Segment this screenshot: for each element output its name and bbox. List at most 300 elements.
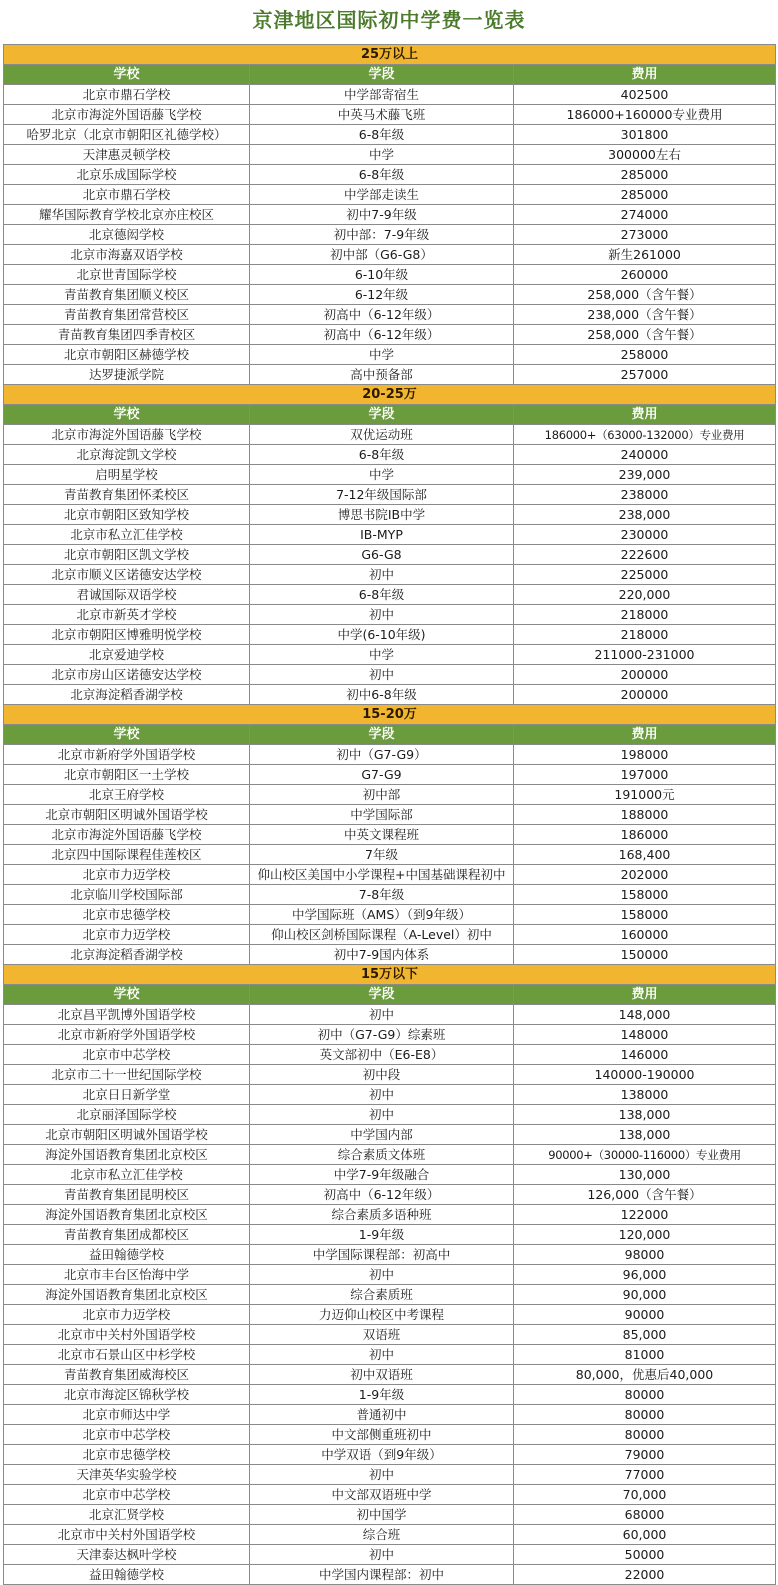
cell-stage: 综合素质班 [250, 1285, 514, 1305]
table-row [4, 1285, 776, 1305]
table-row [4, 925, 776, 945]
cell-fee: 130,000 [514, 1165, 776, 1185]
cell-school: 北京市师达中学 [4, 1405, 250, 1425]
column-header-stage: 学段 [250, 405, 514, 425]
table-row [4, 1545, 776, 1565]
table-row [4, 905, 776, 925]
cell-school: 启明星学校 [4, 465, 250, 485]
cell-fee: 80000 [514, 1405, 776, 1425]
cell-fee: 90000 [514, 1305, 776, 1325]
table-row [4, 1385, 776, 1405]
cell-school: 北京市朝阳区凯文学校 [4, 545, 250, 565]
cell-school: 北京市中芯学校 [4, 1485, 250, 1505]
cell-stage: 博思书院IB中学 [250, 505, 514, 525]
column-header-school: 学校 [4, 985, 250, 1005]
column-header-fee: 费用 [514, 65, 776, 85]
table-row [4, 545, 776, 565]
cell-stage: 中学 [250, 345, 514, 365]
table-row [4, 85, 776, 105]
table-row [4, 765, 776, 785]
cell-stage: 中学部寄宿生 [250, 85, 514, 105]
cell-fee: 138000 [514, 1085, 776, 1105]
cell-fee: 79000 [514, 1445, 776, 1465]
table-row [4, 425, 776, 445]
cell-stage: G7-G9 [250, 765, 514, 785]
cell-school: 北京市力迈学校 [4, 1305, 250, 1325]
cell-stage: 初中 [250, 1545, 514, 1565]
cell-stage: 初高中（6-12年级） [250, 305, 514, 325]
cell-school: 北京临川学校国际部 [4, 885, 250, 905]
cell-school: 北京市朝阳区致知学校 [4, 505, 250, 525]
cell-stage: 初中 [250, 605, 514, 625]
cell-school: 达罗捷派学院 [4, 365, 250, 385]
cell-stage: 中文部双语班中学 [250, 1485, 514, 1505]
cell-stage: 中学双语（到9年级） [250, 1445, 514, 1465]
cell-fee: 186000+（63000-132000）专业费用 [514, 425, 776, 445]
table-row [4, 505, 776, 525]
section-label: 15-20万 [4, 705, 776, 725]
cell-stage: 中学部走读生 [250, 185, 514, 205]
column-header-stage: 学段 [250, 65, 514, 85]
cell-stage: 双语班 [250, 1325, 514, 1345]
cell-stage: 中学国际部 [250, 805, 514, 825]
cell-school: 北京市新府学外国语学校 [4, 1025, 250, 1045]
cell-fee: 68000 [514, 1505, 776, 1525]
cell-school: 北京海淀稻香湖学校 [4, 945, 250, 965]
table-row [4, 125, 776, 145]
cell-stage: G6-G8 [250, 545, 514, 565]
cell-school: 北京市朝阳区博雅明悦学校 [4, 625, 250, 645]
cell-fee: 258,000（含午餐） [514, 325, 776, 345]
cell-school: 北京市二十一世纪国际学校 [4, 1065, 250, 1085]
cell-stage: 中学国内部 [250, 1125, 514, 1145]
cell-school: 青苗教育集团怀柔校区 [4, 485, 250, 505]
cell-stage: IB-MYP [250, 525, 514, 545]
cell-school: 北京市力迈学校 [4, 865, 250, 885]
table-row [4, 1265, 776, 1285]
cell-school: 天津泰达枫叶学校 [4, 1545, 250, 1565]
column-header-school: 学校 [4, 405, 250, 425]
cell-school: 北京世青国际学校 [4, 265, 250, 285]
cell-stage: 7-8年级 [250, 885, 514, 905]
table-row [4, 1565, 776, 1585]
cell-school: 北京爱迪学校 [4, 645, 250, 665]
cell-fee: 80000 [514, 1425, 776, 1445]
table-row [4, 1145, 776, 1165]
cell-stage: 初中国学 [250, 1505, 514, 1525]
cell-fee: 158000 [514, 885, 776, 905]
table-row [4, 1165, 776, 1185]
table-row [4, 325, 776, 345]
page-title: 京津地区国际初中学费一览表 [252, 8, 526, 32]
cell-school: 北京汇贤学校 [4, 1505, 250, 1525]
column-header-row [4, 405, 776, 425]
cell-school: 青苗教育集团顺义校区 [4, 285, 250, 305]
cell-fee: 90,000 [514, 1285, 776, 1305]
cell-school: 青苗教育集团常营校区 [4, 305, 250, 325]
table-row [4, 1005, 776, 1025]
table-row [4, 485, 776, 505]
cell-stage: 7-12年级国际部 [250, 485, 514, 505]
table-row [4, 1325, 776, 1345]
table-row [4, 265, 776, 285]
column-header-row [4, 725, 776, 745]
cell-fee: 274000 [514, 205, 776, 225]
cell-school: 北京市海嘉双语学校 [4, 245, 250, 265]
cell-fee: 240000 [514, 445, 776, 465]
table-row [4, 105, 776, 125]
cell-fee: 200000 [514, 665, 776, 685]
cell-stage: 双优运动班 [250, 425, 514, 445]
column-header-school: 学校 [4, 725, 250, 745]
cell-stage: 1-9年级 [250, 1225, 514, 1245]
table-row [4, 205, 776, 225]
section-header-row [4, 965, 776, 985]
table-row [4, 605, 776, 625]
cell-school: 北京市私立汇佳学校 [4, 1165, 250, 1185]
cell-stage: 中英文课程班 [250, 825, 514, 845]
cell-stage: 中学国际课程部：初高中 [250, 1245, 514, 1265]
cell-stage: 初中（G7-G9） [250, 745, 514, 765]
cell-stage: 力迈仰山校区中考课程 [250, 1305, 514, 1325]
cell-school: 北京市中关村外国语学校 [4, 1325, 250, 1345]
cell-school: 北京市朝阳区赫德学校 [4, 345, 250, 365]
cell-fee: 211000-231000 [514, 645, 776, 665]
table-row [4, 685, 776, 705]
cell-fee: 191000元 [514, 785, 776, 805]
cell-stage: 1-9年级 [250, 1385, 514, 1405]
cell-stage: 初高中（6-12年级） [250, 1185, 514, 1205]
cell-school: 益田翰德学校 [4, 1245, 250, 1265]
table-row [4, 805, 776, 825]
cell-school: 北京市忠德学校 [4, 905, 250, 925]
cell-stage: 中学 [250, 145, 514, 165]
cell-school: 青苗教育集团成都校区 [4, 1225, 250, 1245]
table-row [4, 585, 776, 605]
table-row [4, 1065, 776, 1085]
section-header-row [4, 385, 776, 405]
table-row [4, 445, 776, 465]
table-row [4, 1045, 776, 1065]
cell-fee: 60,000 [514, 1525, 776, 1545]
cell-school: 北京市新府学外国语学校 [4, 745, 250, 765]
cell-stage: 初高中（6-12年级） [250, 325, 514, 345]
table-row [4, 1445, 776, 1465]
section-header-row [4, 705, 776, 725]
table-row [4, 885, 776, 905]
table-row [4, 345, 776, 365]
cell-stage: 初中部：7-9年级 [250, 225, 514, 245]
cell-stage: 6-10年级 [250, 265, 514, 285]
cell-fee: 200000 [514, 685, 776, 705]
cell-fee: 138,000 [514, 1125, 776, 1145]
cell-stage: 6-12年级 [250, 285, 514, 305]
table-row [4, 865, 776, 885]
cell-fee: 198000 [514, 745, 776, 765]
cell-school: 北京王府学校 [4, 785, 250, 805]
cell-stage: 中学国内课程部：初中 [250, 1565, 514, 1585]
cell-stage: 仰山校区剑桥国际课程（A-Level）初中 [250, 925, 514, 945]
column-header-school: 学校 [4, 65, 250, 85]
table-row [4, 945, 776, 965]
cell-fee: 138,000 [514, 1105, 776, 1125]
cell-school: 北京市新英才学校 [4, 605, 250, 625]
cell-school: 北京四中国际课程佳莲校区 [4, 845, 250, 865]
cell-school: 北京市鼎石学校 [4, 185, 250, 205]
cell-stage: 中英马术藤飞班 [250, 105, 514, 125]
table-row [4, 465, 776, 485]
column-header-row [4, 985, 776, 1005]
cell-stage: 中学7-9年级融合 [250, 1165, 514, 1185]
cell-stage: 初中 [250, 565, 514, 585]
cell-stage: 6-8年级 [250, 585, 514, 605]
cell-fee: 222600 [514, 545, 776, 565]
column-header-stage: 学段 [250, 725, 514, 745]
cell-fee: 96,000 [514, 1265, 776, 1285]
cell-school: 北京海淀凯文学校 [4, 445, 250, 465]
table-row [4, 1185, 776, 1205]
cell-fee: 285000 [514, 185, 776, 205]
table-row [4, 165, 776, 185]
column-header-fee: 费用 [514, 725, 776, 745]
table-row [4, 1405, 776, 1425]
cell-stage: 6-8年级 [250, 165, 514, 185]
cell-fee: 126,000（含午餐） [514, 1185, 776, 1205]
cell-stage: 7年级 [250, 845, 514, 865]
section-label: 25万以上 [4, 45, 776, 65]
cell-fee: 85,000 [514, 1325, 776, 1345]
cell-stage: 6-8年级 [250, 125, 514, 145]
cell-fee: 50000 [514, 1545, 776, 1565]
cell-fee: 148000 [514, 1025, 776, 1045]
cell-school: 青苗教育集团四季青校区 [4, 325, 250, 345]
cell-school: 益田翰德学校 [4, 1565, 250, 1585]
column-header-fee: 费用 [514, 405, 776, 425]
cell-stage: 综合素质文体班 [250, 1145, 514, 1165]
cell-fee: 70,000 [514, 1485, 776, 1505]
cell-fee: 258000 [514, 345, 776, 365]
cell-stage: 中文部侧重班初中 [250, 1425, 514, 1445]
cell-school: 青苗教育集团威海校区 [4, 1365, 250, 1385]
cell-school: 北京市朝阳区一土学校 [4, 765, 250, 785]
cell-school: 北京市顺义区诺德安达学校 [4, 565, 250, 585]
cell-school: 哈罗北京（北京市朝阳区礼德学校） [4, 125, 250, 145]
cell-school: 君诚国际双语学校 [4, 585, 250, 605]
cell-fee: 22000 [514, 1565, 776, 1585]
cell-school: 北京德闳学校 [4, 225, 250, 245]
table-row [4, 285, 776, 305]
cell-stage: 中学(6-10年级) [250, 625, 514, 645]
cell-school: 北京市海淀区锦秋学校 [4, 1385, 250, 1405]
cell-stage: 6-8年级 [250, 445, 514, 465]
table-row [4, 745, 776, 765]
table-row [4, 185, 776, 205]
table-row [4, 1205, 776, 1225]
cell-school: 海淀外国语教育集团北京校区 [4, 1285, 250, 1305]
cell-stage: 初中 [250, 1085, 514, 1105]
table-row [4, 525, 776, 545]
cell-fee: 220,000 [514, 585, 776, 605]
cell-stage: 英文部初中（E6-E8） [250, 1045, 514, 1065]
cell-fee: 90000+（30000-116000）专业费用 [514, 1145, 776, 1165]
cell-fee: 168,400 [514, 845, 776, 865]
cell-fee: 98000 [514, 1245, 776, 1265]
cell-fee: 新生261000 [514, 245, 776, 265]
cell-stage: 初中部 [250, 785, 514, 805]
table-row [4, 245, 776, 265]
cell-fee: 77000 [514, 1465, 776, 1485]
cell-fee: 230000 [514, 525, 776, 545]
cell-school: 北京市丰台区怡海中学 [4, 1265, 250, 1285]
cell-fee: 80,000，优惠后40,000 [514, 1365, 776, 1385]
cell-fee: 300000左右 [514, 145, 776, 165]
cell-fee: 188000 [514, 805, 776, 825]
cell-school: 北京市石景山区中杉学校 [4, 1345, 250, 1365]
cell-stage: 中学 [250, 645, 514, 665]
cell-school: 北京市海淀外国语藤飞学校 [4, 425, 250, 445]
table-row [4, 1225, 776, 1245]
cell-stage: 初中7-9国内体系 [250, 945, 514, 965]
cell-fee: 150000 [514, 945, 776, 965]
column-header-row [4, 65, 776, 85]
cell-school: 北京丽泽国际学校 [4, 1105, 250, 1125]
cell-fee: 197000 [514, 765, 776, 785]
cell-fee: 160000 [514, 925, 776, 945]
table-row [4, 845, 776, 865]
cell-fee: 238,000 [514, 505, 776, 525]
cell-stage: 综合班 [250, 1525, 514, 1545]
cell-school: 北京市海淀外国语藤飞学校 [4, 825, 250, 845]
table-row [4, 365, 776, 385]
cell-school: 青苗教育集团昆明校区 [4, 1185, 250, 1205]
cell-school: 北京昌平凯博外国语学校 [4, 1005, 250, 1025]
cell-school: 北京市鼎石学校 [4, 85, 250, 105]
cell-fee: 146000 [514, 1045, 776, 1065]
cell-fee: 186000 [514, 825, 776, 845]
cell-fee: 186000+160000专业费用 [514, 105, 776, 125]
cell-stage: 普通初中 [250, 1405, 514, 1425]
table-row [4, 665, 776, 685]
table-row [4, 1125, 776, 1145]
cell-stage: 初中 [250, 1005, 514, 1025]
cell-school: 北京市中关村外国语学校 [4, 1525, 250, 1545]
cell-stage: 初中双语班 [250, 1365, 514, 1385]
cell-fee: 158000 [514, 905, 776, 925]
cell-school: 北京市海淀外国语藤飞学校 [4, 105, 250, 125]
cell-school: 天津英华实验学校 [4, 1465, 250, 1485]
cell-fee: 238000 [514, 485, 776, 505]
cell-school: 北京市朝阳区明诚外国语学校 [4, 1125, 250, 1145]
cell-fee: 140000-190000 [514, 1065, 776, 1085]
cell-stage: 初中 [250, 1345, 514, 1365]
cell-stage: 仰山校区美国中小学课程+中国基础课程初中 [250, 865, 514, 885]
table-row [4, 625, 776, 645]
cell-fee: 273000 [514, 225, 776, 245]
cell-fee: 122000 [514, 1205, 776, 1225]
cell-school: 北京市朝阳区明诚外国语学校 [4, 805, 250, 825]
cell-fee: 148,000 [514, 1005, 776, 1025]
section-label: 20-25万 [4, 385, 776, 405]
cell-school: 海淀外国语教育集团北京校区 [4, 1205, 250, 1225]
cell-fee: 120,000 [514, 1225, 776, 1245]
table-row [4, 1305, 776, 1325]
cell-stage: 中学 [250, 465, 514, 485]
table-row [4, 1345, 776, 1365]
table-row [4, 1365, 776, 1385]
table-row [4, 1425, 776, 1445]
table-row [4, 1485, 776, 1505]
section-label: 15万以下 [4, 965, 776, 985]
cell-school: 天津惠灵顿学校 [4, 145, 250, 165]
cell-stage: 初中 [250, 1105, 514, 1125]
cell-fee: 301800 [514, 125, 776, 145]
fee-table [3, 44, 776, 1585]
table-row [4, 785, 776, 805]
table-row [4, 645, 776, 665]
cell-school: 北京日日新学堂 [4, 1085, 250, 1105]
section-header-row [4, 45, 776, 65]
cell-fee: 257000 [514, 365, 776, 385]
column-header-stage: 学段 [250, 985, 514, 1005]
cell-school: 北京市中芯学校 [4, 1425, 250, 1445]
cell-stage: 初中6-8年级 [250, 685, 514, 705]
cell-stage: 综合素质多语种班 [250, 1205, 514, 1225]
cell-school: 北京市忠德学校 [4, 1445, 250, 1465]
table-row [4, 565, 776, 585]
cell-stage: 初中部（G6-G8） [250, 245, 514, 265]
cell-school: 北京市中芯学校 [4, 1045, 250, 1065]
table-row [4, 1525, 776, 1545]
cell-stage: 初中（G7-G9）综素班 [250, 1025, 514, 1045]
cell-school: 北京乐成国际学校 [4, 165, 250, 185]
table-row [4, 1085, 776, 1105]
cell-school: 耀华国际教育学校北京亦庄校区 [4, 205, 250, 225]
cell-stage: 初中 [250, 665, 514, 685]
cell-school: 北京市力迈学校 [4, 925, 250, 945]
table-row [4, 1505, 776, 1525]
table-row [4, 225, 776, 245]
cell-fee: 258,000（含午餐） [514, 285, 776, 305]
cell-stage: 高中预备部 [250, 365, 514, 385]
cell-fee: 218000 [514, 625, 776, 645]
cell-school: 北京海淀稻香湖学校 [4, 685, 250, 705]
cell-stage: 中学国际班（AMS）（到9年级） [250, 905, 514, 925]
table-row [4, 145, 776, 165]
table-row [4, 1245, 776, 1265]
cell-school: 海淀外国语教育集团北京校区 [4, 1145, 250, 1165]
table-row [4, 825, 776, 845]
cell-stage: 初中 [250, 1265, 514, 1285]
cell-stage: 初中段 [250, 1065, 514, 1085]
cell-fee: 80000 [514, 1385, 776, 1405]
cell-fee: 218000 [514, 605, 776, 625]
cell-fee: 239,000 [514, 465, 776, 485]
cell-fee: 81000 [514, 1345, 776, 1365]
cell-fee: 402500 [514, 85, 776, 105]
table-row [4, 1465, 776, 1485]
cell-school: 北京市房山区诺德安达学校 [4, 665, 250, 685]
cell-fee: 285000 [514, 165, 776, 185]
cell-school: 北京市私立汇佳学校 [4, 525, 250, 545]
cell-fee: 202000 [514, 865, 776, 885]
column-header-fee: 费用 [514, 985, 776, 1005]
cell-fee: 238,000（含午餐） [514, 305, 776, 325]
cell-fee: 260000 [514, 265, 776, 285]
table-row [4, 1105, 776, 1125]
table-row [4, 1025, 776, 1045]
cell-fee: 225000 [514, 565, 776, 585]
cell-stage: 初中7-9年级 [250, 205, 514, 225]
